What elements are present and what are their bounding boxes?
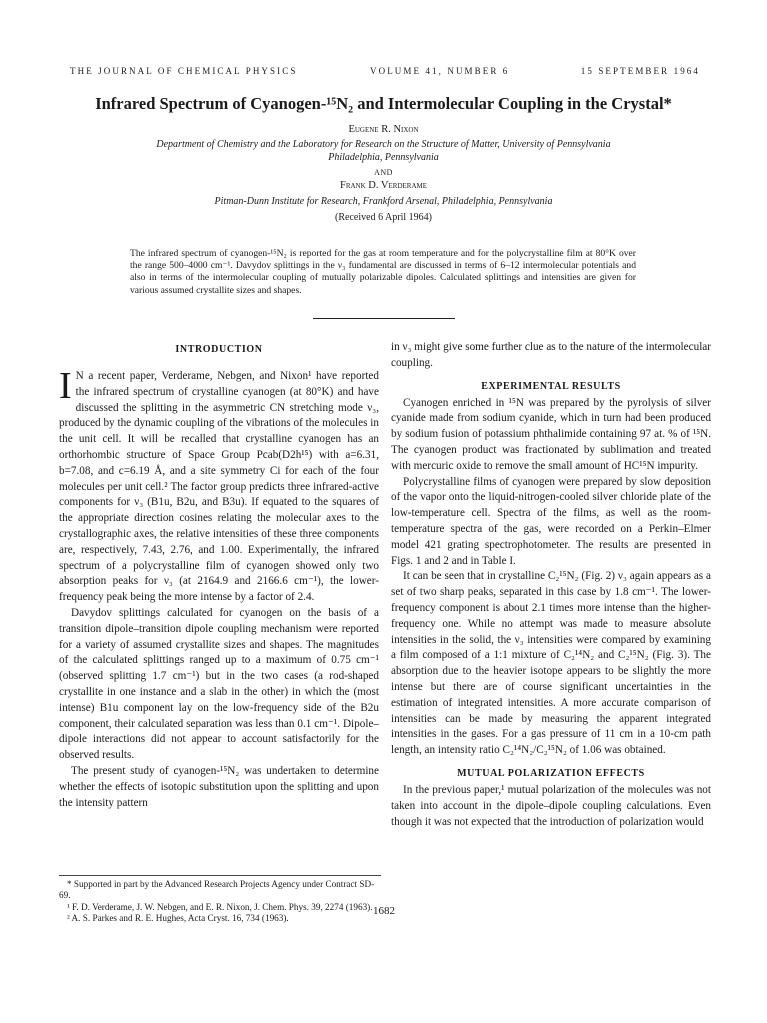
author-affiliation-city: Philadelphia, Pennsylvania (328, 152, 439, 163)
and-separator: AND (374, 168, 393, 177)
abstract: The infrared spectrum of cyanogen-¹⁵N₂ is reported for the gas at room temperature and for the polycrystalline film at 80°K over the range 500–4000 cm⁻¹. Davydov splittings in the ν₃ fundamental are discussed in terms of 6–12 intermolecular potentials and also in terms of the intermolecular coupling of mutually polarizable dipoles. Calculated splittings and intensities are given for various assumed crystallite sizes and shapes. (130, 248, 636, 296)
volume-number: VOLUME 41, NUMBER 6 (370, 66, 510, 76)
body-paragraph: Davydov splittings calculated for cyanogen on the basis of a transition dipole–transition dipole coupling mechanism were reported for a variety of assumed crystallite sizes and shapes. The magnitudes of the calculated splittings ranged up to a maximum of 0.75 cm⁻¹ (observed splitting 1.7 cm⁻¹) but in the two cases (a rod-shaped crystallite in one instance and a slab in the other) in which the (most intense) B1u component lay on the low-frequency side of the B2u component, their calculated separation was less than 0.1 cm⁻¹. Dipole–dipole interactions did not appear to account satisfactorily for the observed results. (59, 606, 379, 762)
right-column (391, 340, 711, 830)
received-date: (Received 6 April 1964) (335, 212, 432, 223)
author-name: Frank D. Verderame (339, 180, 428, 191)
issue-date: 15 SEPTEMBER 1964 (580, 66, 700, 76)
paper-title: Infrared Spectrum of Cyanogen-¹⁵N₂ and Intermolecular Coupling in the Crystal* (95, 94, 672, 113)
footnote: ¹ F. D. Verderame, J. W. Nebgen, and E. R. Nixon, J. Chem. Phys. 39, 2274 (1963). (67, 901, 373, 912)
author-name: Eugene R. Nixon (348, 124, 419, 135)
body-paragraph: Cyanogen enriched in ¹⁵N was prepared by the pyrolysis of silver cyanide made from sodium cyanide, which in turn had been produced by sodium fusion of potassium phthalimide containing 97 at. % of ¹⁵N. The cyanogen product was fractionated by sublimation and treated with mercuric oxide to remove the small amount of HC¹⁵N impurity. (391, 396, 711, 472)
footnotes (59, 875, 381, 924)
body-paragraph: in ν₃ might give some further clue as to the nature of the intermolecular coupling. (391, 341, 711, 369)
abstract-divider (313, 318, 455, 319)
body-paragraph: It can be seen that in crystalline C₂¹⁵N₂ (Fig. 2) ν₃ again appears as a set of two sharp peaks, separated in this case by 1.8 cm⁻¹. The lower-frequency component is about 2.1 times more intense than the higher-frequency one. While no attempt was made to measure absolute intensities in the solid, the ν₃ intensities were compared by examining a film composed of a 1:1 mixture of C₂¹⁴N₂ and C₂¹⁵N₂ (Fig. 3). The absorption due to the heavier isotope appears to be slightly the more intense but there are of course significant uncertainties in the estimation of integrated intensities. A more accurate comparison of intensities can be made by measuring the apparent integrated intensities in the gases. For a gas pressure of 11 cm in a 10-cm path length, an intensity ratio C₂¹⁴N₂/C₂¹⁵N₂ of 1.06 was obtained. (391, 570, 711, 757)
left-column (59, 340, 379, 811)
author-affiliation: Department of Chemistry and the Laboratory for Research on the Structure of Matter, University of Pennsylvania (156, 139, 611, 150)
section-heading-introduction: INTRODUCTION (175, 344, 263, 355)
section-heading-mutual-polarization: MUTUAL POLARIZATION EFFECTS (457, 767, 645, 779)
body-paragraph: Polycrystalline films of cyanogen were prepared by slow deposition of the vapor onto the liquid-nitrogen-cooled silver chloride plate of the low-temperature cell. Spectra of the films, as well as the room-temperature spectra of the gas, were recorded on a Perkin–Elmer model 421 grating spectrophotometer. The results are presented in Figs. 1 and 2 and in Table I. (391, 475, 711, 567)
journal-name: THE JOURNAL OF CHEMICAL PHYSICS (70, 66, 298, 76)
author-affiliation: Pitman-Dunn Institute for Research, Frankford Arsenal, Philadelphia, Pennsylvania (214, 196, 553, 207)
body-paragraph: I N a recent paper, Verderame, Nebgen, and Nixon¹ have reported the infrared spectrum of crystalline cyanogen (at 80°K) and have discussed the splitting in the asymmetric CN stretching mode ν₃, produced by the dynamic coupling of the vibrations of the molecules in the unit cell. It will be recalled that crystalline cyanogen has an orthorhombic structure of Space Group Pcab(D2h¹⁵) with a=6.31, b=7.08, and c=6.19 Å, and a site symmetry Ci for each of the four molecules per unit cell.² The factor group predicts three infrared-active components for ν₃ (B1u, B2u, and B3u). If equated to the squares of the appropriate direction cosines relating the molecular axes to the crystallographic axes, the relative intensities of these three components are, respectively, 7.43, 2.76, and 1.00. Experimentally, the infrared spectrum of a polycrystalline film of cyanogen showed only two absorption peaks for ν₃ (at 2164.9 and 2166.6 cm⁻¹), the lower-frequency peak being the more intense by a factor of 2.4. (59, 365, 379, 604)
drop-cap: I (59, 365, 72, 407)
body-paragraph: The present study of cyanogen-¹⁵N₂ was undertaken to determine whether the effects of isotopic substitution upon the splitting and upon the intensity pattern (59, 764, 379, 809)
body-paragraph: In the previous paper,¹ mutual polarization of the molecules was not taken into account in the dipole–dipole coupling calculations. Even though it was not expected that the introduction of polarization would (391, 783, 711, 828)
section-heading-experimental-results: EXPERIMENTAL RESULTS (481, 380, 621, 392)
footnote: * Supported in part by the Advanced Research Projects Agency under Contract SD-69. (59, 879, 375, 901)
page-number: 1682 (373, 905, 395, 917)
footnote: ² A. S. Parkes and R. E. Hughes, Acta Cryst. 16, 734 (1963). (67, 912, 289, 923)
running-head (70, 66, 700, 80)
